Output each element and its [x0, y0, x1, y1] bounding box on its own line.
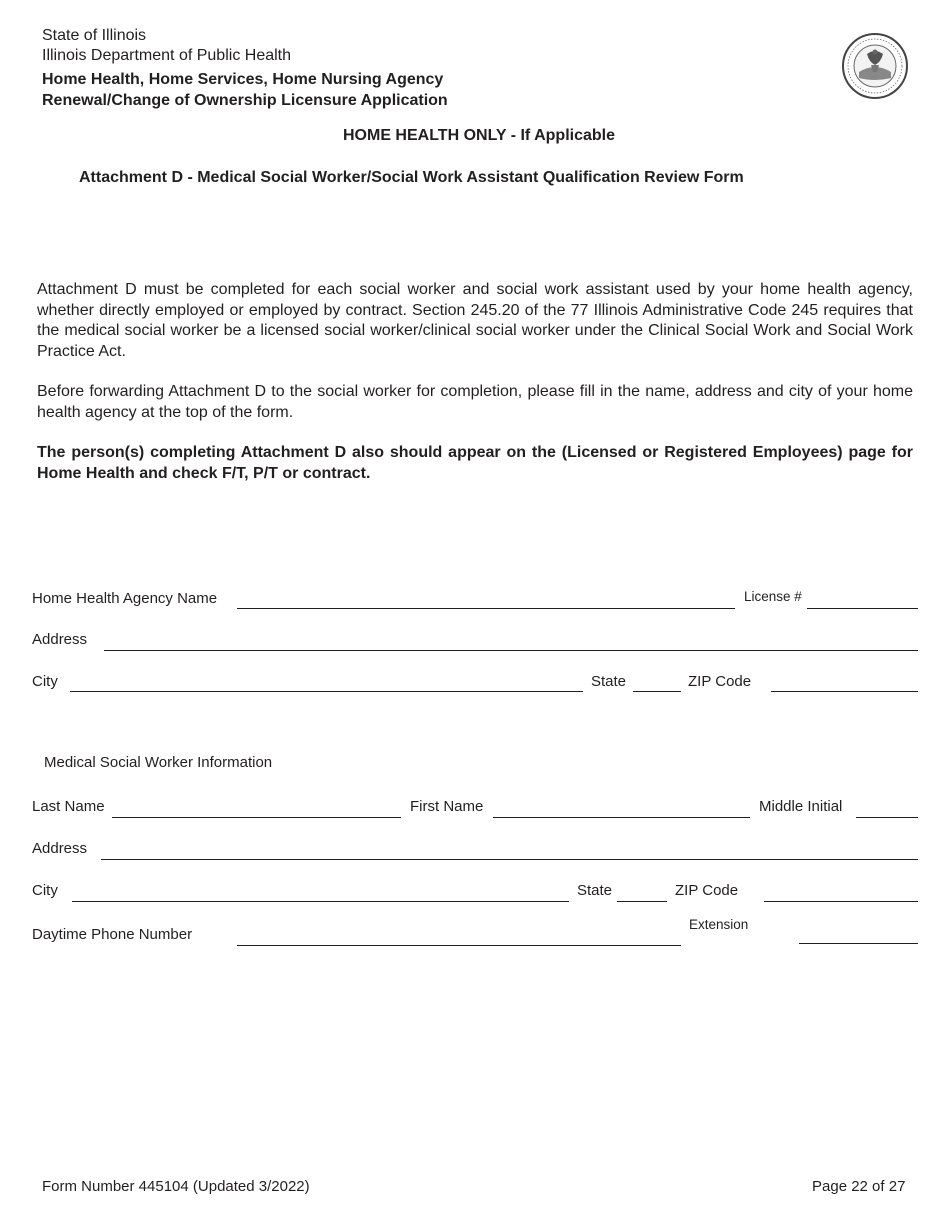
worker-state-label: State: [577, 882, 613, 899]
agency-city-input[interactable]: [70, 675, 583, 692]
agency-state-input[interactable]: [633, 675, 681, 692]
form-number: Form Number 445104 (Updated 3/2022): [42, 1178, 310, 1195]
last-name-input[interactable]: [112, 801, 401, 818]
worker-state-input[interactable]: [617, 885, 667, 902]
last-name-label: Last Name: [32, 798, 105, 815]
phone-label: Daytime Phone Number: [32, 926, 193, 943]
worker-section-title: Medical Social Worker Information: [44, 754, 273, 771]
state-seal-icon: [841, 32, 909, 100]
extension-input[interactable]: [799, 927, 918, 944]
first-name-label: First Name: [410, 798, 484, 815]
instructions-paragraph-2: Before forwarding Attachment D to the social worker for completion, please fill in the name, address and city of your home health agency at the top of the form.: [37, 383, 913, 421]
middle-initial-label: Middle Initial: [759, 798, 843, 815]
worker-zip-input[interactable]: [764, 885, 918, 902]
middle-initial-input[interactable]: [856, 801, 918, 818]
page-number: Page 22 of 27: [812, 1178, 906, 1195]
worker-city-input[interactable]: [72, 885, 569, 902]
state-name: State of Illinois: [42, 27, 147, 44]
worker-address-input[interactable]: [101, 843, 918, 860]
department-name: Illinois Department of Public Health: [42, 47, 292, 64]
license-number-input[interactable]: [807, 592, 918, 609]
instructions-paragraph-3: The person(s) completing Attachment D also should appear on the (Licensed or Registered Employees) page for Home Health and check F/T, P/T or contract.: [37, 444, 913, 482]
form-title: Attachment D - Medical Social Worker/Social Work Assistant Qualification Review Form: [79, 169, 744, 186]
application-title-line2: Renewal/Change of Ownership Licensure Application: [42, 92, 448, 109]
first-name-input[interactable]: [493, 801, 750, 818]
extension-label: Extension: [689, 917, 749, 932]
agency-address-label: Address: [32, 631, 88, 648]
agency-name-input[interactable]: [237, 592, 735, 609]
license-number-label: License #: [744, 589, 802, 604]
section-subtitle: HOME HEALTH ONLY - If Applicable: [342, 127, 616, 144]
agency-state-label: State: [591, 673, 627, 690]
agency-zip-input[interactable]: [771, 675, 918, 692]
worker-city-label: City: [32, 882, 58, 899]
agency-name-label: Home Health Agency Name: [32, 590, 218, 607]
instructions-paragraph-1: Attachment D must be completed for each social worker and social work assistant used by your home health agency, whether directly employed or employed by contract. Section 245.20 of the 77 Illinois Administrative Code 245 requires that the medical social worker be a licensed social worker/clinical social worker under the Clinical Social Work and Social Work Practice Act.: [37, 281, 913, 360]
worker-zip-label: ZIP Code: [675, 882, 739, 899]
phone-input[interactable]: [237, 929, 681, 946]
agency-zip-label: ZIP Code: [688, 673, 752, 690]
agency-address-input[interactable]: [104, 634, 918, 651]
application-title-line1: Home Health, Home Services, Home Nursing Agency: [42, 71, 444, 88]
agency-city-label: City: [32, 673, 58, 690]
worker-address-label: Address: [32, 840, 88, 857]
